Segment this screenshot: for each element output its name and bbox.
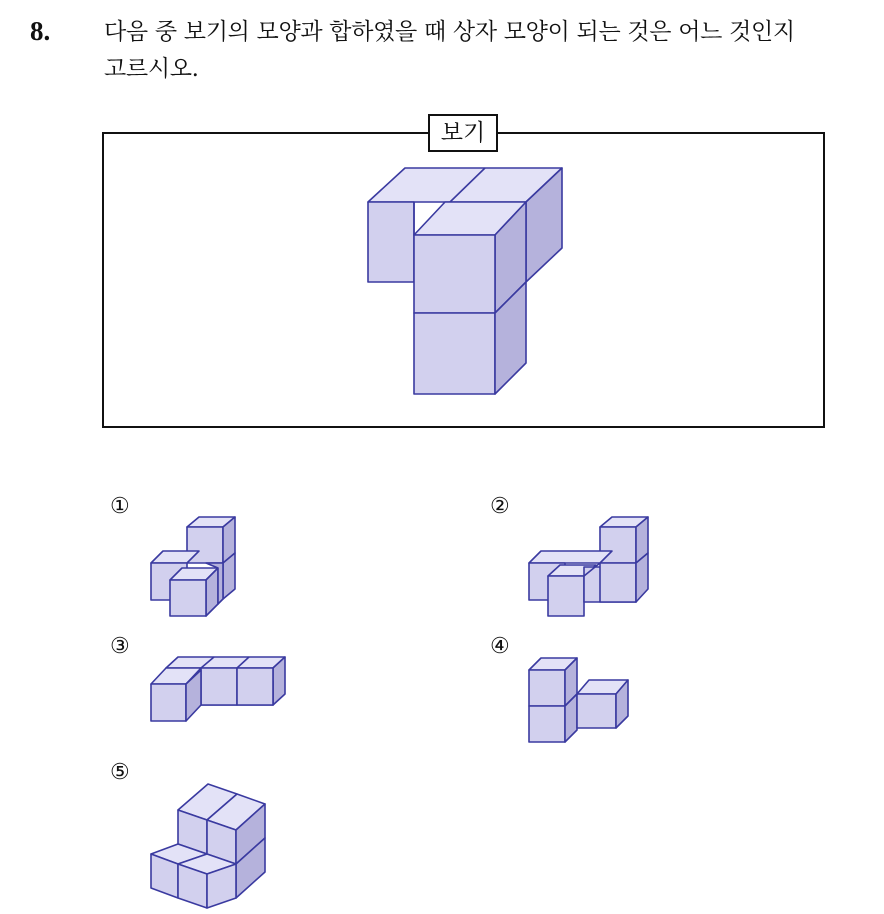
example-label: 보기 <box>428 114 498 152</box>
question-number: 8. <box>30 16 51 46</box>
example-figure <box>360 160 575 400</box>
choice-2-figure[interactable] <box>526 515 654 619</box>
choice-3-figure[interactable] <box>148 654 290 726</box>
choice-5-figure[interactable] <box>148 780 268 912</box>
question-text <box>104 14 874 88</box>
choice-1-number[interactable]: ① <box>110 494 130 519</box>
question-line-1: 다음 중 보기의 모양과 합하였을 때 상자 모양이 되는 것은 어느 것인지 <box>104 19 795 45</box>
question-line-2: 고르시오. <box>104 56 199 82</box>
choice-3-number[interactable]: ③ <box>110 634 130 659</box>
choice-5-number[interactable]: ⑤ <box>110 760 130 785</box>
choice-1-figure[interactable] <box>148 515 240 619</box>
choice-2-number[interactable]: ② <box>490 494 510 519</box>
choice-4-figure[interactable] <box>526 654 634 746</box>
choice-4-number[interactable]: ④ <box>490 634 510 659</box>
